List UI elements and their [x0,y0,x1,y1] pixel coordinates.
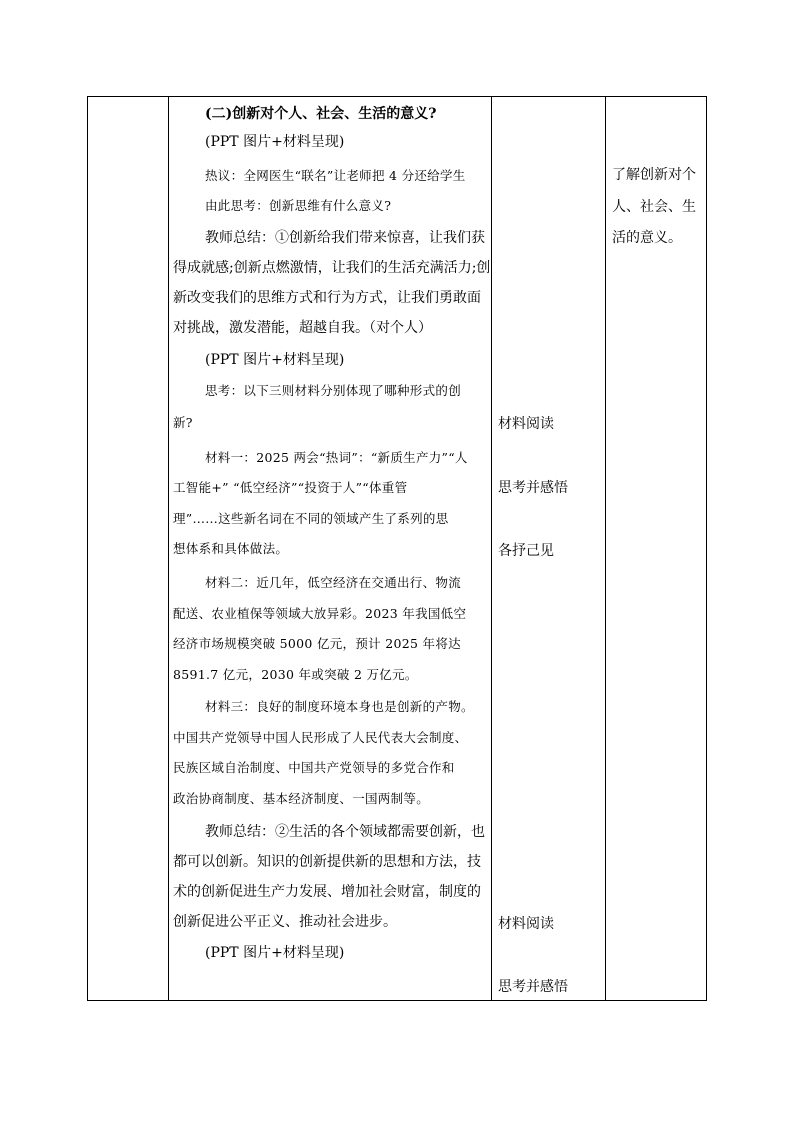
summary-1-line: 新改变我们的思维方式和行为方式，让我们勇敢面 [173,290,481,306]
design-intent-line: 活的意义。 [612,230,682,246]
think-question-1: 由此思考：创新思维有什么意义? [205,198,392,213]
summary-2-line: 教师总结：②生活的各个领域都需要创新，也 [205,824,485,840]
student-activity-item: 思考并感悟 [498,979,568,995]
summary-1-line: 教师总结：①创新给我们带来惊喜，让我们获 [205,230,485,246]
material-1-line: 想体系和具体做法。 [173,541,289,556]
ppt-note: (PPT 图片+材料呈现) [205,945,345,961]
student-activity-item: 思考并感悟 [498,480,568,496]
first-column-cell [88,97,168,1000]
material-2-line: 8591.7 亿元，2030 年或突破 2 万亿元。 [173,667,418,682]
section-title: (二)创新对个人、社会、生活的意义? [205,106,437,122]
student-activity-cell [492,97,605,1000]
student-activity-item: 材料阅读 [498,416,554,432]
material-3-line: 政治协商制度、基本经济制度、一国两制等。 [173,791,430,806]
student-activity-item: 材料阅读 [498,916,554,932]
material-1-line: 工智能+” “低空经济”“投资于人”“体重管 [173,480,408,495]
think-question-2: 新? [173,415,193,430]
summary-1-line: 对挑战，激发潜能，超越自我。（对个人） [173,320,432,336]
think-question-2: 思考：以下三则材料分别体现了哪种形式的创 [205,383,462,398]
design-intent-line: 人、社会、生 [612,199,696,215]
material-2-line: 经济市场规模突破 5000 亿元，预计 2025 年将达 [173,636,461,651]
material-3-line: 民族区域自治制度、中国共产党领导的多党合作和 [173,760,455,775]
summary-2-line: 创新促进公平正义、推动社会进步。 [173,914,397,930]
ppt-note: (PPT 图片+材料呈现) [205,134,345,150]
summary-1-line: 得成就感;创新点燃激情，让我们的生活充满活力;创 [173,260,491,276]
summary-2-line: 都可以创新。知识的创新提供新的思想和方法，技 [173,854,481,870]
student-activity-item: 各抒己见 [498,543,554,559]
material-1-line: 材料一：2025 两会“热词”：“新质生产力”“人 [205,450,468,465]
ppt-note: (PPT 图片+材料呈现) [205,352,345,368]
summary-2-line: 术的创新促进生产力发展、增加社会财富，制度的 [173,884,481,900]
material-2-line: 材料二：近几年，低空经济在交通出行、物流 [205,575,462,590]
material-3-line: 材料三：良好的制度环境本身也是创新的产物。 [205,699,474,714]
hot-topic-line: 热议：全网医生“联名”让老师把 4 分还给学生 [205,168,466,183]
teacher-activity-cell [169,97,491,1000]
design-intent-line: 了解创新对个 [612,167,696,183]
material-3-line: 中国共产党领导中国人民形成了人民代表大会制度、 [173,730,468,745]
lesson-plan-table [87,96,707,1001]
material-2-line: 配送、农业植保等领域大放异彩。2023 年我国低空 [173,606,467,621]
material-1-line: 理”……这些新名词在不同的领域产生了系列的思 [173,511,449,526]
design-intent-cell [606,97,707,1000]
